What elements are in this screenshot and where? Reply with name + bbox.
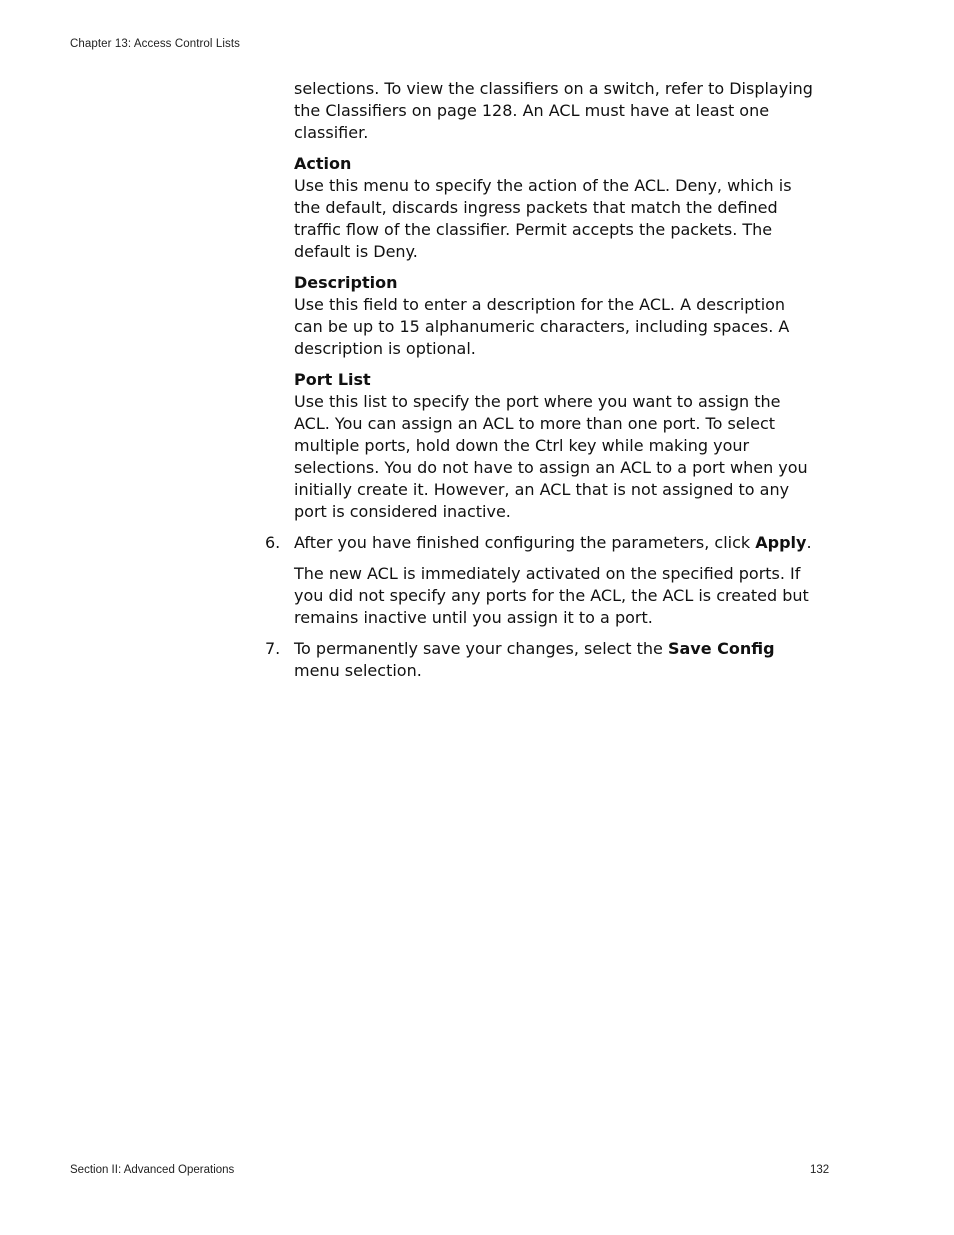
step-7-bold: Save Config <box>667 639 775 658</box>
field-description-port-list: Use this list to specify the port where you want to assign the ACL. You can assign an ACL to more than one port. To select multiple ports, hold down the Ctrl key while making your selections. You do not have to assign an ACL to a port when you initially create it. However, an ACL that is not assigned to any port is considered inactive. <box>294 392 808 521</box>
field-action <box>294 153 814 263</box>
step-6-number: 6. <box>265 533 281 552</box>
field-description-action: Use this menu to specify the action of the ACL. Deny, which is the default, discards ingress packets that match the defined traffic flow of the classifier. Permit accepts the packets. The default is Deny. <box>294 176 792 261</box>
document-body <box>265 78 814 691</box>
intro-paragraph: selections. To view the classifiers on a switch, refer to Displaying the Classifiers on page 128. An ACL must have at least one classifier. <box>294 79 813 142</box>
running-footer-section: Section II: Advanced Operations <box>70 1164 235 1176</box>
field-port-list <box>294 369 814 523</box>
step-6-text-after: . <box>806 533 812 552</box>
step-7-number: 7. <box>265 639 281 658</box>
page-number: 132 <box>810 1164 830 1176</box>
step-6-bold: Apply <box>755 533 807 552</box>
field-description-description: Use this field to enter a description for the ACL. A description can be up to 15 alphanumeric characters, including spaces. A description is optional. <box>294 295 790 358</box>
step-6 <box>265 532 814 554</box>
step-7 <box>265 638 814 682</box>
field-term-description: Description <box>294 273 398 292</box>
field-description <box>294 272 814 360</box>
step-6-followup: The new ACL is immediately activated on the specified ports. If you did not specify any ports for the ACL, the ACL is created but remains inactive until you assign it to a port. <box>294 564 809 627</box>
field-term-port-list: Port List <box>294 370 371 389</box>
step-7-text-after: menu selection. <box>294 661 422 680</box>
step-7-text-before: To permanently save your changes, select the <box>294 639 668 658</box>
field-term-action: Action <box>294 154 352 173</box>
running-header: Chapter 13: Access Control Lists <box>70 38 241 50</box>
step-6-text-before: After you have finished configuring the parameters, click <box>294 533 756 552</box>
